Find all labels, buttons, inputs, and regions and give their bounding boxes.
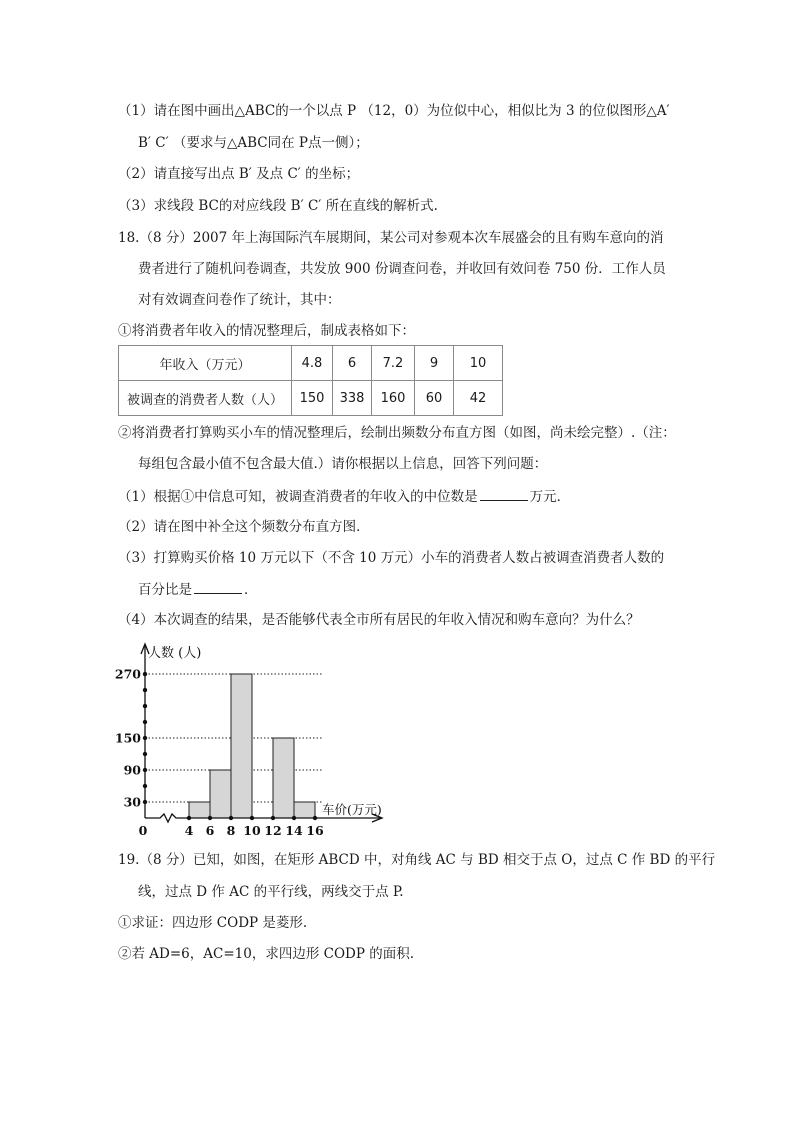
table-cell: 7.2 [372,346,415,381]
income-table [118,345,503,416]
y-axis-dot [143,768,147,772]
y-axis-dot [143,704,147,708]
q17-part1-line1: （1）请在图中画出△ABC的一个以点 P （12，0）为位似中心，相似比为 3 的位似图形△A′ [118,103,670,119]
q18-item2-line1: ②将消费者打算购买小车的情况整理后，绘制出频数分布直方图（如图，尚未绘完整）.（注： [118,425,676,441]
y-axis-dot [143,736,147,740]
q18-part3-line1: （3）打算购买价格 10 万元以下（不含 10 万元）小车的消费者人数占被调查消费者人数的 [118,550,665,566]
q18-stem-line3: 对有效调查问卷作了统计，其中： [138,292,341,308]
x-tick-label: 16 [306,823,324,838]
table-cell: 338 [333,381,372,416]
q18-stem-line1: 18.（8 分）2007 年上海国际汽车展期间，某公司对参观本次车展盛会的且有购车意向的消 [118,230,664,246]
y-tick-label: 150 [114,730,141,746]
q19-item1: ①求证：四边形 CODP 是菱形. [118,915,308,931]
axes [141,644,382,822]
x-axis-dot [271,816,275,820]
y-tick-label: 270 [114,666,141,682]
table-cell: 60 [415,381,454,416]
y-axis-dot [143,688,147,692]
y-axis-title: 人数 (人) [148,646,202,661]
x-tick-label: 8 [226,823,236,838]
x-axis-dot [313,816,317,820]
x-tick-label: 6 [205,823,215,838]
q17-part2: （2）请直接写出点 B′ 及点 C′ 的坐标； [118,166,360,182]
q18-part4: （4）本次调查的结果，是否能够代表全市所有居民的年收入情况和购车意向？为什么？ [118,612,640,628]
y-axis-dot [143,672,147,676]
x-axis-title: 车价(万元) [322,802,382,817]
table-row [119,381,503,416]
q19-stem-line2: 线，过点 D 作 AC 的平行线，两线交于点 P. [138,884,404,900]
table-row [119,346,503,381]
q18-part3-line2 [138,579,258,600]
table-cell: 10 [454,346,503,381]
bars [189,674,315,818]
table-row-header: 被调查的消费者人数（人） [119,381,292,416]
answer-blank[interactable] [194,579,242,594]
y-tick-label: 90 [123,762,141,778]
table-cell: 6 [333,346,372,381]
table-cell: 150 [292,381,333,416]
histogram-bar [273,738,294,818]
histogram-chart [110,638,390,843]
q17-part1-line2: B′ C′ （要求与△ABC同在 P点一侧）； [138,135,369,151]
x-tick-label: 12 [264,823,282,838]
y-tick-label: 30 [123,794,141,810]
x-axis-dot [187,816,191,820]
x-axis-dot [229,816,233,820]
table-row-header: 年收入（万元） [119,346,292,381]
q18-part3-text: 百分比是 [138,582,192,598]
q18-part1 [118,486,570,507]
q19-stem-line1: 19.（8 分）已知，如图，在矩形 ABCD 中，对角线 AC 与 BD 相交于点 O，过点 C 作 BD 的平行 [118,852,716,868]
x-tick-label: 10 [243,823,261,838]
y-axis-dot [143,720,147,724]
q18-part1-text: （1）根据①中信息可知，被调查消费者的年收入的中位数是 [118,489,478,505]
histogram-bar [189,802,210,818]
x-axis-dot [250,816,254,820]
table-cell: 4.8 [292,346,333,381]
q18-part3-end: ． [244,582,258,598]
q19-item2: ②若 AD=6，AC=10，求四边形 CODP 的面积. [118,946,415,962]
table-cell: 42 [454,381,503,416]
q18-part1-unit: 万元． [529,489,571,505]
q18-stem-line2: 费者进行了随机问卷调查，共发放 900 份调查问卷，并收回有效问卷 750 份．工作人员 [138,261,666,277]
q17-part3: （3）求线段 BC的对应线段 B′ C′ 所在直线的解析式. [118,198,438,214]
q18-part2: （2）请在图中补全这个频数分布直方图． [118,519,370,535]
histogram-bar [231,674,252,818]
q18-item2-line2: 每组包含最小值不包含最大值.）请你根据以上信息，回答下列问题： [138,456,548,472]
histogram-bar [210,770,231,818]
y-axis-dot [143,752,147,756]
q18-item1: ①将消费者年收入的情况整理后，制成表格如下： [118,323,415,339]
x-axis-dot [208,816,212,820]
x-axis-dot [292,816,296,820]
histogram-bar [294,802,315,818]
x-tick-label: 4 [184,823,194,838]
table-cell: 160 [372,381,415,416]
origin-label: 0 [138,823,148,838]
y-axis-dot [143,784,147,788]
x-tick-label: 14 [285,823,303,838]
answer-blank[interactable] [480,486,528,501]
table-cell: 9 [415,346,454,381]
y-axis-dot [143,800,147,804]
